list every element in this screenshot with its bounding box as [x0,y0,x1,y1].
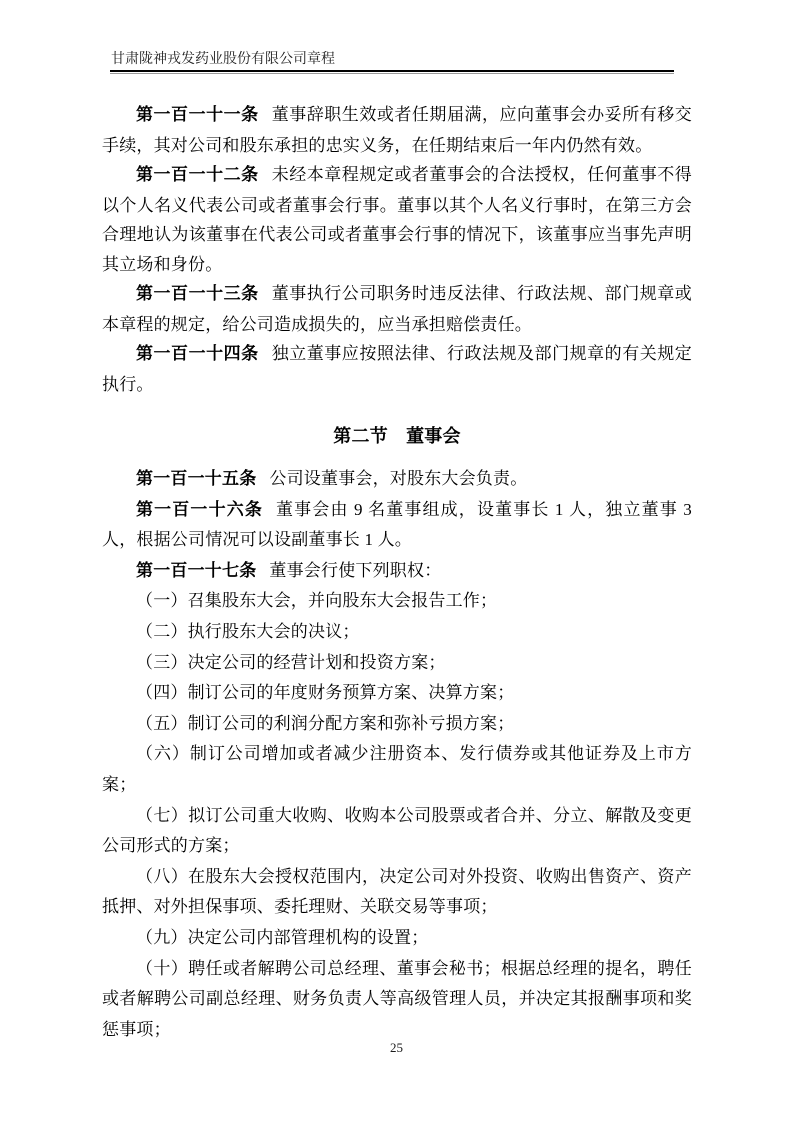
article-text: 公司设董事会，对股东大会负责。 [269,469,528,488]
list-item: （七）拟订公司重大收购、收购本公司股票或者合并、分立、解散及变更公司形式的方案； [102,805,692,856]
article-number: 第一百一十二条 [136,165,259,185]
list-item: （六）制订公司增加或者减少注册资本、发行债券或其他证券及上市方案； [102,744,692,794]
article-paragraph [102,100,692,160]
header-rule [110,70,674,74]
document-body [102,100,692,1045]
section-heading: 第二节 董事会 [333,426,461,447]
article-paragraph [102,339,692,399]
article-paragraph [102,464,692,495]
article-number: 第一百一十一条 [136,105,259,125]
article-paragraph [102,279,692,339]
article-paragraph [102,495,692,556]
article-text: 未经本章程规定或者董事会的合法授权，任何董事不得以个人名义代表公司或者董事会行事。董事以其个人名义行事时，在第三方会合理地认为该董事在代表公司或者董事会行事的情况下，该董事应当事先声明其立场和身份。 [102,165,692,274]
article-paragraph [102,160,692,279]
article-text: 董事会行使下列职权： [269,560,442,580]
section-body [102,464,692,1045]
list-item: （三）决定公司的经营计划和投资方案； [136,652,446,672]
page-number: 25 [390,1040,403,1055]
article-paragraph [102,556,692,587]
article-number: 第一百一十五条 [136,469,257,489]
article-text: 独立董事应按照法律、行政法规及部门规章的有关规定执行。 [102,344,692,394]
list-item: （十）聘任或者解聘公司总经理、董事会秘书；根据总经理的提名，聘任或者解聘公司副总经理、财务负责人等高级管理人员，并决定其报酬事项和奖惩事项； [102,958,692,1039]
list-item: （九）决定公司内部管理机构的设置； [136,927,429,947]
article-number: 第一百一十三条 [136,284,259,304]
article-number: 第一百一十六条 [136,499,264,520]
list-item: （五）制订公司的利润分配方案和弥补亏损方案； [136,713,515,733]
list-item: （四）制订公司的年度财务预算方案、决算方案； [136,683,515,703]
article-number: 第一百一十四条 [136,344,259,364]
article-text: 董事辞职生效或者任期届满，应向董事会办妥所有移交手续，其对公司和股东承担的忠实义务，在任期结束后一年内仍然有效。 [102,105,692,155]
list-item: （二）执行股东大会的决议； [136,621,360,641]
header-title: 甘肃陇神戎发药业股份有限公司章程 [111,52,335,67]
list-item: （一）召集股东大会，并向股东大会报告工作； [136,591,498,611]
article-text: 董事会由 9 名董事组成，设董事长 1 人，独立董事 3 人，根据公司情况可以设副董事长 1 人。 [102,499,692,550]
list-item: （八）在股东大会授权范围内，决定公司对外投资、收购出售资产、资产抵押、对外担保事项、委托理财、关联交易等事项； [102,866,692,917]
article-number: 第一百一十七条 [136,560,257,581]
article-text: 董事执行公司职务时违反法律、行政法规、部门规章或本章程的规定，给公司造成损失的，应当承担赔偿责任。 [102,284,692,334]
